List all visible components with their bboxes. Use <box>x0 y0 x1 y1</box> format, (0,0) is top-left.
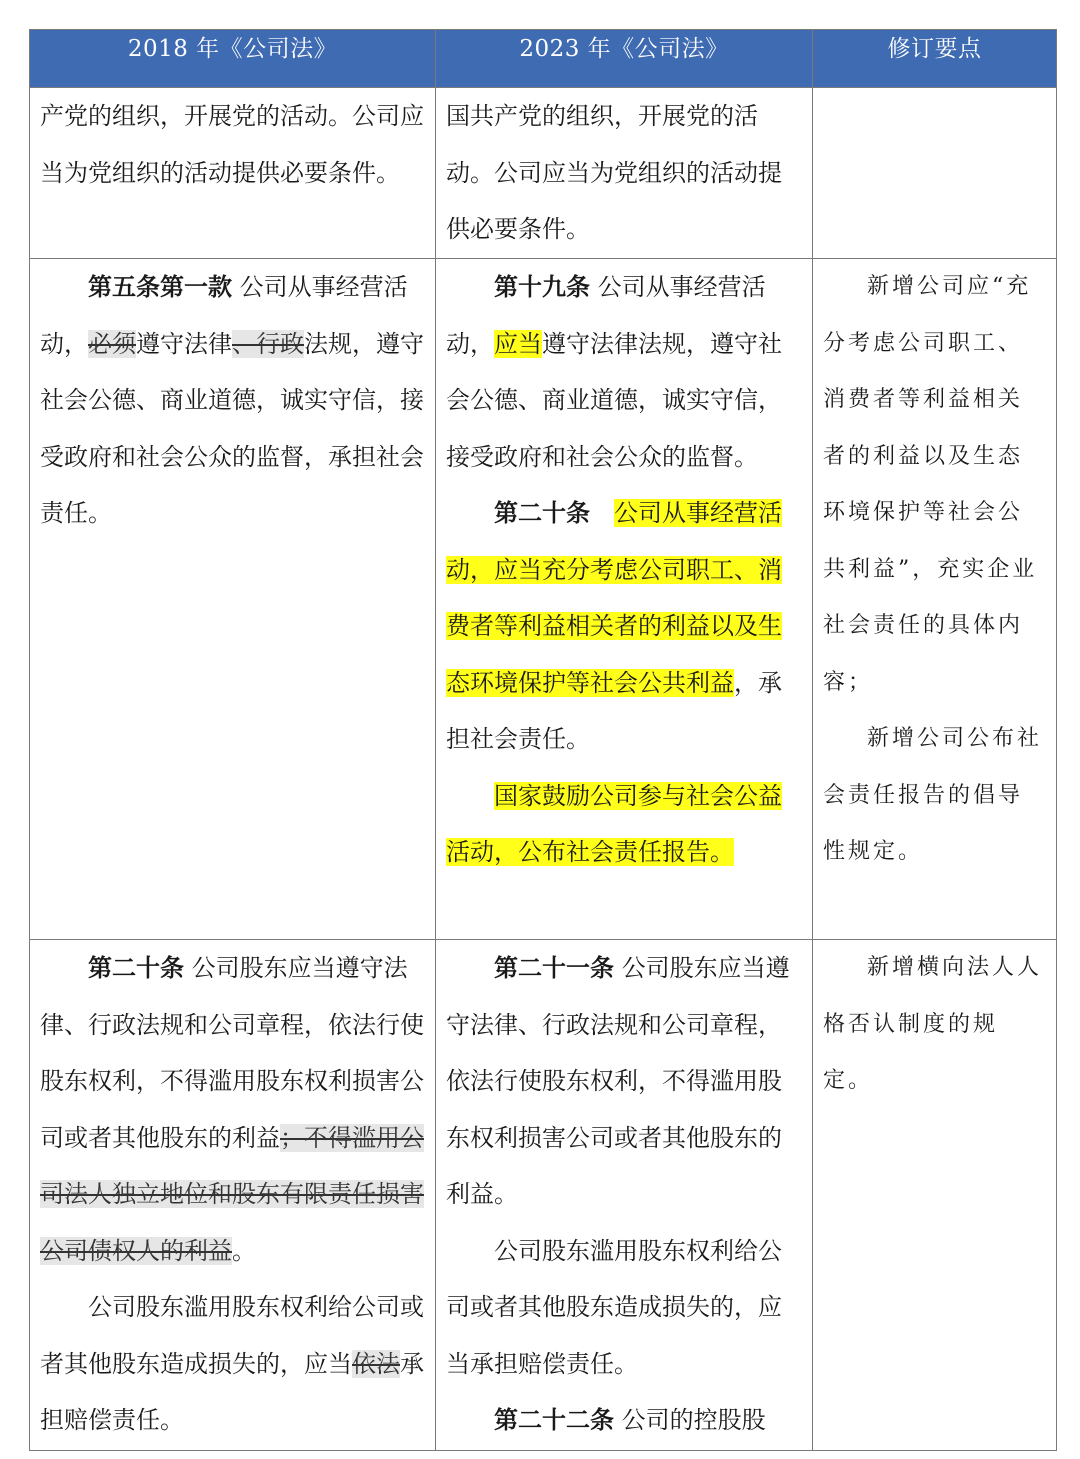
article-number: 第十九条 <box>494 272 590 301</box>
new-text: 国共产党的组织，开展党的活动。公司应当为党组织的活动提供必要条件。 <box>446 102 782 243</box>
new-article: 第二十二条 公司的控股股 <box>494 1405 766 1434</box>
cell-notes <box>813 940 1057 1451</box>
cell-notes <box>813 259 1057 940</box>
deleted-text: 、行政 <box>232 329 304 358</box>
comparison-table <box>29 29 1057 1451</box>
header-row <box>30 30 1057 88</box>
new-article: 第二十一条 公司股东应当遵守法律、行政法规和公司章程，依法行使股东权利，不得滥用股东权利损害公司或者其他股东的利益。 <box>446 953 790 1208</box>
header-2023: 2023 年《公司法》 <box>436 30 813 88</box>
new-paragraph: 公司股东滥用股东权利给公司或者其他股东造成损失的，应当承担赔偿责任。 <box>446 1236 782 1378</box>
note-text: 新增公司公布社会责任报告的倡导性规定。 <box>823 726 1043 864</box>
highlighted-text: 公司从事经营活动，应当充分考虑公司职工、消费者等利益相关者的利益以及生态环境保护等社会公共利益 <box>446 499 782 697</box>
cell-2018 <box>30 88 436 259</box>
highlighted-text: 应当 <box>494 329 542 358</box>
article-number: 第二十条 <box>494 498 590 527</box>
header-notes: 修订要点 <box>813 30 1057 88</box>
article-number: 第二十条 <box>88 953 184 982</box>
table-row <box>30 940 1057 1451</box>
highlighted-text: 国家鼓励公司参与社会公益活动，公布社会责任报告。 <box>446 781 782 866</box>
cell-2018 <box>30 259 436 940</box>
new-paragraph <box>446 768 802 881</box>
new-article: 第十九条 公司从事经营活动，应当遵守法律法规，遵守社会公德、商业道德，诚实守信，接受政府和社会公众的监督。 <box>446 272 782 471</box>
old-paragraph: 公司股东滥用股东权利给公司或者其他股东造成损失的，应当依法承担赔偿责任。 <box>40 1293 424 1434</box>
cell-2023 <box>436 940 813 1451</box>
note-text: 新增公司应“充分考虑公司职工、消费者等利益相关者的利益以及生态环境保护等社会公共利益”，充实企业社会责任的具体内容； <box>823 274 1038 695</box>
cell-notes <box>813 88 1057 259</box>
old-article: 第二十条 公司股东应当遵守法律、行政法规和公司章程，依法行使股东权利，不得滥用股东权利损害公司或者其他股东的利益；不得滥用公司法人独立地位和股东有限责任损害公司债权人的利益。 <box>40 953 424 1265</box>
article-number: 第二十二条 <box>494 1405 614 1434</box>
deleted-text: 必须 <box>88 329 136 358</box>
table-row <box>30 88 1057 259</box>
old-text: 产党的组织，开展党的活动。公司应当为党组织的活动提供必要条件。 <box>40 102 424 187</box>
cell-2023 <box>436 88 813 259</box>
note-text: 新增横向法人人格否认制度的规定。 <box>823 955 1043 1093</box>
cell-2023 <box>436 259 813 940</box>
cell-2018 <box>30 940 436 1451</box>
article-number: 第五条第一款 <box>88 272 232 301</box>
old-article: 第五条第一款 公司从事经营活动，必须遵守法律、行政法规，遵守社会公德、商业道德，诚实守信，接受政府和社会公众的监督，承担社会责任。 <box>40 272 424 527</box>
deleted-text: ；不得滥用公司法人独立地位和股东有限责任损害公司债权人的利益 <box>40 1123 424 1265</box>
new-article: 第二十条 公司从事经营活动，应当充分考虑公司职工、消费者等利益相关者的利益以及生态环境保护等社会公共利益，承担社会责任。 <box>446 498 782 753</box>
article-number: 第二十一条 <box>494 953 614 982</box>
table-row <box>30 259 1057 940</box>
header-2018: 2018 年《公司法》 <box>30 30 436 88</box>
deleted-text: 依法 <box>352 1349 400 1378</box>
